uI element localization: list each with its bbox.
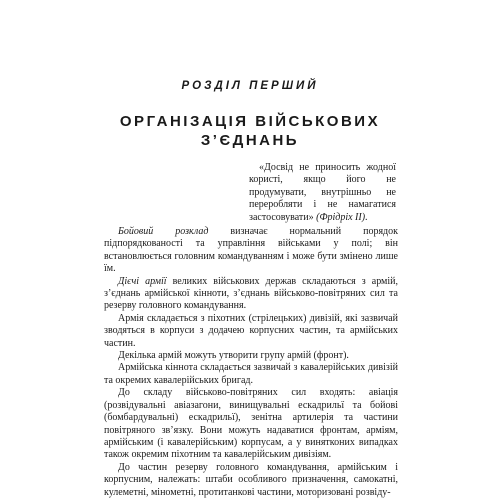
chapter-title-line-2: З’ЄДНАНЬ [200, 132, 300, 149]
paragraph [104, 276, 398, 313]
paragraph [104, 387, 398, 461]
paragraph-lead: Дієчі армії [118, 275, 167, 287]
chapter-title [0, 112, 500, 150]
chapter-label: РОЗДІЛ ПЕРШИЙ [181, 80, 319, 92]
epigraph-end: . [365, 211, 368, 223]
epigraph-quote: «Досвід не приносить жодної користі, якщо його не продумувати, внутрішньо не переробляти і не намагатися застосовувати» [249, 162, 396, 223]
paragraph [104, 350, 398, 362]
paragraph-text: визначає нормальний порядок підпорядкованості та управління військами у полі; він встановлюється головним командуванням і може бути змінено лише їм. [104, 226, 398, 275]
epigraph-author: (Фрідріх II) [316, 211, 366, 223]
paragraph [104, 362, 398, 387]
paragraph-text: До частин резерву головного командування, армійським і корпусним, належать: штаби особливого призначення, самокатні, кулеметні, мінометні, протитанкові частини, моторизовані розвіду- [104, 461, 398, 498]
body-text [104, 226, 398, 499]
paragraph-text: Декілька армій можуть утворити групу армій (фронт). [118, 350, 349, 362]
paragraph [104, 462, 398, 499]
paragraph-text: великих військових держав складаються з армій, з’єднань армійської кінноти, з’єднань військово-повітряних сил та резерву головного командування. [104, 275, 398, 312]
paragraph-text: Армійська кіннота складається зазвичай з кавалерійських дивізій та окремих кавалерійських бригад. [104, 362, 398, 386]
paragraph [104, 313, 398, 350]
chapter-title-line-1: ОРГАНІЗАЦІЯ ВІЙСЬКОВИХ [119, 113, 381, 130]
paragraph-lead: Бойовий розклад [118, 226, 209, 237]
paragraph-text: До складу військово-повітряних сил входять: авіація (розвідувальні авіазагони, винищувальні ескадрильї та бойові (бомбардувальні) ескадрильї), зенітна артилерія та частини повітряного зв’язку. Вони можуть надаватися фронтам, арміям, армійським (і кавалерійським) корпусам, а у винятконих випадках також окремим піхотним та кавалерійським дивізіям. [104, 387, 398, 461]
paragraph [104, 226, 398, 276]
paragraph-text: Армія складається з піхотних (стрілецьких) дивізій, які зазвичай зводяться в корпуси з додачею корпусних частин, та армійських частин. [104, 312, 398, 349]
epigraph [249, 162, 396, 224]
